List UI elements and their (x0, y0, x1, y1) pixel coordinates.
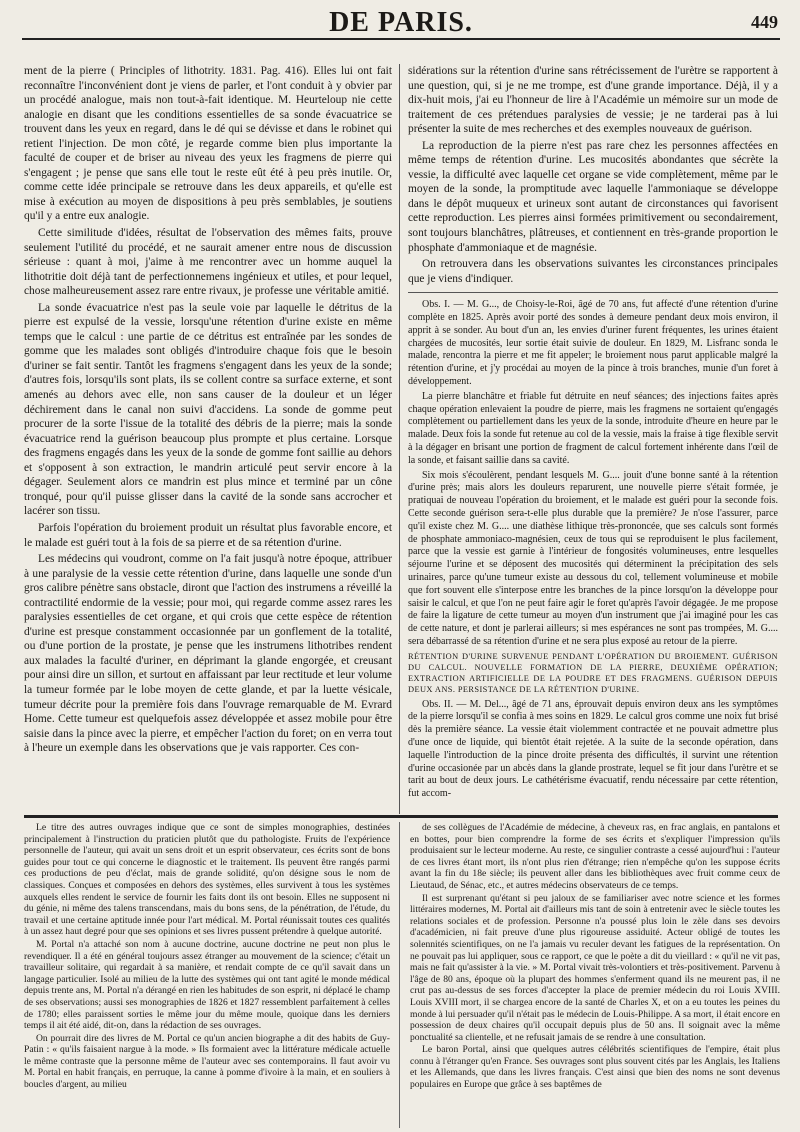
footnote-paragraph: M. Portal n'a attaché son nom à aucune doctrine, aucune doctrine ne peut non plus le revendiquer. Il a été en général toujours assez étranger au mouvement de la science; c'était un travailleur solitaire, qui regardait à sa manière, et rendait compte de ce qu'il savait dans un langage particulier. Isolé au milieu de la lutte des systèmes qui ont tant agité le monde médical depuis trente ans, M. Portal n'a dérangé en rien les habitudes de son esprit, ni déplacé le champ de ses observations; aussi ses monographies de 1826 et 1827 ressemblent parfaitement à celles de 1780; elles paraissent sorties le même jour du même moule, quoique dans les derniers temps il ait été aidé, dit-on, dans la rédaction de ses ouvrages. (24, 938, 390, 1032)
footnote-paragraph: Le titre des autres ouvrages indique que ce sont de simples monographies, destinées principalement à l'instruction du praticien plutôt que du pathologiste. Fruits de l'expérience personnelle de l'auteur, qui avait un sens droit et un esprit observateur, ces écrits sont de bons guides pour tout ce qui concerne le diagnostic et le traitement. Ils peuvent être rangés parmi ces productions de peu d'éclat, mais de grande solidité, qu'on désigne sous le nom de classiques. Conçues et composées en dehors des systèmes, elles survivent à tous les systèmes auxquels elles rendent le service de fournir les faits dont ils ont besoin. Elles ne supposent ni du génie, ni même des talens transcendans, mais du bons sens, de la pénétration, de l'étude, du travail et une certaine aptitude innée pour l'art médical. M. Portal réunissait toutes ces qualités à un assez haut degré pour que ses opinions et ses livres pussent prétendre à quelque autorité. (24, 822, 390, 938)
section-divider (408, 292, 778, 293)
paragraph: Les médecins qui voudront, comme on l'a fait jusqu'à notre époque, attribuer à une paralysie de la vessie cette rétention d'urine, dans laquelle une sonde d'un gros calibre pénètre sans obstacle, diront que l'action des instrumens a réveillé la contractilité endormie de la vessie; pour moi, qui regarde comme assez rares les paralysies essentielles de cet organe, et qui crois que cette espèce de rétention d'urine est presque constamment occasionnée par un gonflement de la totalité, ou d'une portion de la prostate, je pense que les instrumens lithotribes rendent aux malades la faculté d'uriner, en déprimant la glande engorgée, et creusant pour ainsi dire un sillon, et surtout en affaissant par leur rectitude et leur volume la tumeur formée par le lobe moyen de cette glande, et par la luette vésicale, tumeur décrite pour la première fois dans l'ouvrage remarquable de M. Evrard Home. Cette tumeur est quelquefois assez développée et assez mobile pour être saisie dans la pince avec la pierre, et empêcher l'action du foret; on en verra tout à l'heure un exemple dans les observations que je vais rapporter. Ces con- (24, 553, 392, 755)
main-column-left (24, 64, 392, 813)
observation-heading: RÉTENTION D'URINE SURVENUE PENDANT L'OPÉRATION DU BROIEMENT. GUÉRISON DU CALCUL. NOUVELLE FORMATION DE LA PIERRE, DEUXIÈME OPÉRATION; EXTRACTION ARTIFICIELLE DE LA POUDRE ET DES FRAGMENS. GUÉRISON DEPUIS DEUX ANS. PERSISTANCE DE LA RÉTENTION D'URINE. (408, 651, 778, 695)
paragraph: sidérations sur la rétention d'urine sans rétrécissement de l'urètre se rapportent à une question, qui, si je ne me trompe, est d'une grande importance. Déjà, il y a dix-huit mois, j'ai eu l'honneur de lire à l'Académie un mémoire sur un mode de traitement de ces prétendues paralysies de vessie; je ne tarderai pas à lui présenter la suite de mes recherches et des exemples nouveaux de guérison. (408, 65, 778, 136)
footnote-paragraph: On pourrait dire des livres de M. Portal ce qu'un ancien biographe a dit des habits de Guy-Patin : « qu'ils faisaient nargue à la mode. » Ils formaient avec la littérature médicale actuelle le même contraste que la personne même de l'auteur avec ses contemporains. Il faut avoir vu M. Portal en habit français, en perruque, la canne à pomme d'ivoire à la main, et en souliers à boucles d'argent, au milieu (24, 1032, 390, 1091)
observation-paragraph: Six mois s'écoulèrent, pendant lesquels M. G.... jouit d'une bonne santé à la rétention d'urine près; mais alors les douleurs reparurent, une nouvelle pierre s'était formée, je pratiquai de nouveau l'opération du broiement, et le malade est guéri pour la seconde fois. Cette seconde guérison sera-t-elle plus durable que la première? Je n'ose l'assurer, parce qu'il existe chez M. G.... une diathèse lithique très-prononcée, que ses calculs sont formés de phosphate ammoniaco-magnésien, ceux de tous qui se reproduisent le plus facilement, parce que la vessie est garnie à l'intérieur de fongosités volumineuses, entre lesquelles séjourne l'urine et se déposent des mucosités qui déterminent la précipitation des sels urinaires, parce qu'une tumeur existe au dessous du col, tellement volumineuse et mobile que fort souvent elle s'interpose entre les branches de la pince lorsqu'on la développe pour saisir le calcul, et que l'on ne peut faire agir le foret qu'après l'avoir dégagée. Je me propose de faire la ligature de cette tumeur au moyen d'un instrument que j'ai imaginé pour les cas de cette nature, et dont je parlerai ailleurs; si mes espérances ne sont pas trompées, M. G.... sera débarrassé de sa rétention d'urine et ne sera plus exposé au retour de la pierre. (408, 469, 778, 647)
footnote-paragraph: Il est surprenant qu'étant si peu jaloux de se familiariser avec notre science et les formes littéraires modernes, M. Portal ait d'ailleurs mis tant de soin à entretenir avec le siècle toutes les relations sociales et de profession. Personne n'a poussé plus loin le zèle dans ses devoirs d'académicien, ni fait preuve d'une plus rigoureuse assiduité. Acteur obligé de toutes les solennités scientifiques, on ne l'a jamais vu reculer devant les fatigues de la représentation. On ne pouvait pas lui appliquer, sous ce rapport, ce que le poète a dit du vieillard : « qu'il ne vit pas, mais ne fait qu'assister à la vie. » M. Portal vivait très-volontiers et très-positivement. Parvenu à l'âge de 80 ans, époque où la plupart des hommes s'enferment quand ils ne meurent pas, il ne crut pas au-dessus de ses forces d'accepter la place de premier médecin du roi Louis XVIII. Louis XVIII mort, il se chargea encore de la santé de Charles X, et on a eu toutes les peines du monde à lui persuader qu'il n'était pas le médecin de Louis-Philippe. A sa mort, il était encore en possession de deux chaires qu'il occupait depuis plus de 50 ans. Il soignait avec la même ponctualité sa clientelle, et ne refusait jamais de se rendre à une consultation. (410, 892, 780, 1043)
paragraph: La reproduction de la pierre n'est pas rare chez les personnes affectées en même temps de rétention d'urine. Les mucosités abondantes que sécrète la vessie, la difficulté avec laquelle cet organe se vide complètement, même par le moyen de la sonde, la promptitude avec laquelle l'ammoniaque se développe dans le dépôt muqueux et urineux sont autant de circonstances qui favorisent cette reproduction. Les pierres ainsi formées primitivement ou secondairement, sont toujours blanchâtres, plâtreuses, et contiennent en très-grande proportion le phosphate d'ammoniaque et de magnésie. (408, 139, 778, 254)
paragraph: Parfois l'opération du broiement produit un résultat plus favorable encore, et le malade est guéri tout à la fois de sa pierre et de sa rétention d'urine. (24, 521, 392, 549)
column-divider (399, 64, 400, 814)
main-column-right (408, 64, 778, 813)
footnote-column-right (410, 822, 780, 1128)
footnote-paragraph: Le baron Portal, ainsi que quelques autres célébrités scientifiques de l'empire, était plus connu à l'étranger qu'en France. Ses ouvrages sont plus souvent cités par les Anglais, les Italiens et les Allemands, que dans les livres français. C'est ainsi que bien des noms ne sont devenus populaires en Europe que grâce à ses baptêmes de (410, 1044, 780, 1091)
paragraph: ment de la pierre ( Principles of lithotrity. 1831. Pag. 416). Elles lui ont fait reconnaître l'inconvénient dont je viens de parler, et l'ont conduit à y obvier par un procédé analogue, mais non tout-à-fait identique. M. Heurteloup nie cette analogie en disant que les conditions essentielles de sa sonde évacuatrice se trouvent dans les yeux en regard, dans le dé qui se dévisse et dans le robinet qui retient l'injection. De mon côté, je regarde comme bien plus importante la faculté de couper et de briser au niveau des yeux les fragmens de pierre qui s'engagent ; je pense que sans elle tout le reste eût été à peu près inutile. Or, comme cette idée principale se retrouve dans les deux appareils, et qu'elle est mise à exécution au moyen de dispositions à peu près semblables, je soutiens qu'il y a entre eux analogie. (24, 65, 392, 223)
paragraph: Cette similitude d'idées, résultat de l'observation des mêmes faits, prouve seulement l'utilité du procédé, et ne saurait amener entre nous de discussion sérieuse : quant à moi, j'aime à me rencontrer avec un homme auquel la lithotritie doit déjà tant de perfectionnemens ingénieux et utiles, et pour lequel, chose malheureusement assez rare entre rivaux, je professe une véritable amitié. (24, 227, 392, 298)
observation-paragraph: La pierre blanchâtre et friable fut détruite en neuf séances; des injections faites après chaque opération enlevaient la poudre de pierre, mais les fragmens ne sortaient qu'engagés complètement ou partiellement dans les yeux de la sonde, introduite d'heure en heure par le malade. Deux fois la sonde fut retenue au col de la vessie, mais la fraise à tige flexible servit à la dégager en brisant une portion de fragment de calcul fortement inhérente dans l'œil de la sonde, et faisant saillie dans sa cavité. (408, 390, 778, 466)
running-title: DE PARIS. (329, 7, 473, 38)
observation-paragraph: Obs. I. — M. G..., de Choisy-le-Roi, âgé de 70 ans, fut affecté d'une rétention d'urine complète en 1825. Après avoir porté des sondes à demeure pendant deux mois environ, il apprit à se sonder. Au bout d'un an, les envies d'uriner furent fréquentes, les urines étaient chargées de mucosités, leur sortie était suivie de douleur. En 1829, M. Lisfranc sonda le malade, rencontra la pierre et me fit appeler; le broiement nous parut applicable malgré la rétention d'urine, et j'y procédai au moyen de la pince à trois branches, munie d'un foret à développement. (408, 299, 778, 387)
paragraph: On retrouvera dans les observations suivantes les circonstances principales que je viens d'indiquer. (408, 258, 778, 285)
footnote-paragraph: de ses collègues de l'Académie de médecine, à cheveux ras, en frac anglais, en pantalons et en bottes, pour bien comprendre la forme de ses écrits et s'expliquer l'impression qu'ils produisaient sur le lecteur moderne. Au reste, ce singulier contraste a cessé aujourd'hui : l'auteur de ces livres étant mort, ils n'ont plus rien d'étrange; rien n'empêche qu'on les suppose écrits avant la fin du 18e siècle; ils peuvent aller dans les bibliothèques avec fruit comme ceux de Lieutaud, de Sénac, etc., et autres médecins observateurs de ce temps. (410, 822, 780, 891)
footnote-column-divider (399, 822, 400, 1128)
page-header (22, 8, 780, 40)
footnote-divider (24, 815, 778, 818)
observation-paragraph: Obs. II. — M. Del..., âgé de 71 ans, éprouvait depuis environ deux ans les symptômes de la pierre lorsqu'il se confia à mes soins en 1829. Le calcul gros comme une noix fut brisé dès la première séance. La vessie était violemment contractée et ne pouvait admettre plus d'une once de liquide, qui bientôt était rejetée. A la suite de la seconde opération, dans laquelle l'introduction de la pince droite présenta des difficultés, il survint une rétention d'urine occasionée par un abcès dans la glande prostrate, lequel se fit jour dans l'urètre et se tarit au bout de deux jours. Le cathétérisme évacuatif, rendu nécessaire par cette rétention, fut accom- (408, 698, 778, 800)
paragraph: La sonde évacuatrice n'est pas la seule voie par laquelle le détritus de la pierre est expulsé de la vessie, lorsqu'une rétention d'urine existe en même temps que le calcul : une partie de ce détritus est entraînée par les sondes de gomme que les malades sont obligés d'introduire chaque fois que le besoin d'uriner se fait sentir. Tantôt les fragmens s'engagent dans les yeux de la sonde; d'autres fois, lorsqu'ils sont plats, ils se collent contre sa surface externe, et sont amenés au dehors avec elle, non sans causer de la douleur et un léger déchirement dans le canal non suivi d'accidens. La sonde de gomme peut procurer de la sorte l'issue de la totalité des débris de la pierre; mais la sonde évacuatrice rend la guérison beaucoup plus prompte et plus certaine. Lorsque des fragmens engagés dans les yeux de la sonde de gomme font saillie au dehors et s'opposent à son extraction, le mandrin articulé peut servir encore à la dégager. Seulement alors ce mandrin est plus mince et terminé par un cône tronqué, pour qu'il puisse glisser dans la cavité de la sonde sans accrocher et lacérer son tissu. (24, 301, 392, 518)
page-number: 449 (751, 12, 778, 32)
footnote-column-left (24, 822, 390, 1128)
